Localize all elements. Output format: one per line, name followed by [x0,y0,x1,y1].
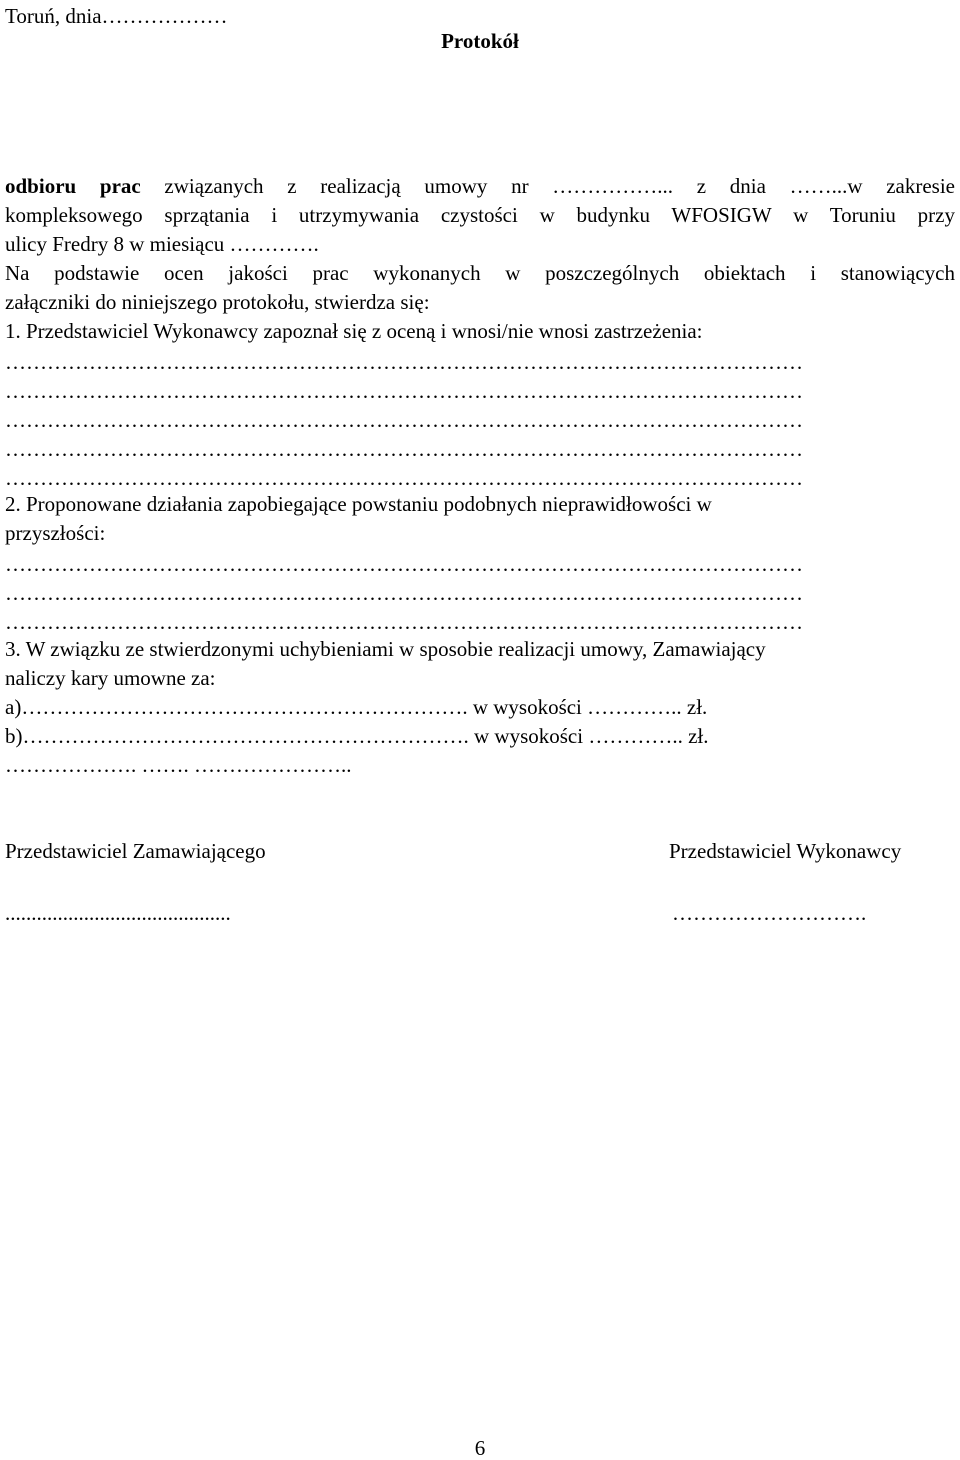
point-1-text: 1. Przedstawiciel Wykonawcy zapoznał się z oceną i wnosi/nie wnosi zastrzeżenia: [5,319,703,343]
point-3-item-b: b)………………………………………………………. w wysokości ………….. zł. [5,724,709,748]
signature-line-contractor: ………………………. [672,901,867,925]
intro-line-1-rest: związanych z realizacją umowy nr ……………... z dnia ……...w zakresie [140,174,955,198]
assessment-line-2: załączniki do niniejszego protokołu, stwierdza się: [5,290,430,314]
point-1-dots-1: …………………………………………………………………………………………………… [5,350,803,374]
signature-label-contractor: Przedstawiciel Wykonawcy [669,839,902,863]
point-2-line-2: przyszłości: [5,521,106,545]
point-3-line-2: naliczy kary umowne za: [5,666,216,690]
point-3-line-1: 3. W związku ze stwierdzonymi uchybieniami w sposobie realizacji umowy, Zamawiający [5,637,766,661]
point-2-line-1: 2. Proponowane działania zapobiegające powstaniu podobnych nieprawidłowości w [5,492,712,516]
point-2-dots-1: …………………………………………………………………………………………………… [5,552,803,576]
place-date: Toruń, dnia……………… [5,4,228,28]
intro-line-1 [5,176,955,197]
point-3-item-a: a)………………………………………………………. w wysokości ………….. zł. [5,695,708,719]
page-number: 6 [474,1436,486,1460]
point-1-dots-4: …………………………………………………………………………………………………… [5,437,803,461]
point-3-total-dots: ………………. ……. ………………….. [5,753,352,777]
document-title: Protokół [441,29,519,53]
intro-line-3: ulicy Fredry 8 w miesiącu …………. [5,232,319,256]
point-2-dots-3: …………………………………………………………………………………………………… [5,610,803,634]
signature-label-contracting-party: Przedstawiciel Zamawiającego [5,839,266,863]
point-1-dots-5-placeholder: …………………………………………………………………………………………………… [5,466,803,490]
signature-line-contracting-party: ........................................... [5,901,231,925]
point-2-dots-2: …………………………………………………………………………………………………… [5,581,803,605]
point-1-dots-2: …………………………………………………………………………………………………… [5,379,803,403]
intro-line-2: kompleksowego sprzątania i utrzymywania czystości w budynku WFOSIGW w Toruniu przy [5,203,955,227]
intro-bold-text: odbioru prac [5,174,141,198]
assessment-line-1: Na podstawie ocen jakości prac wykonanych w poszczególnych obiektach i stanowiących [5,261,955,285]
point-1-dots-3: …………………………………………………………………………………………………… [5,408,803,432]
